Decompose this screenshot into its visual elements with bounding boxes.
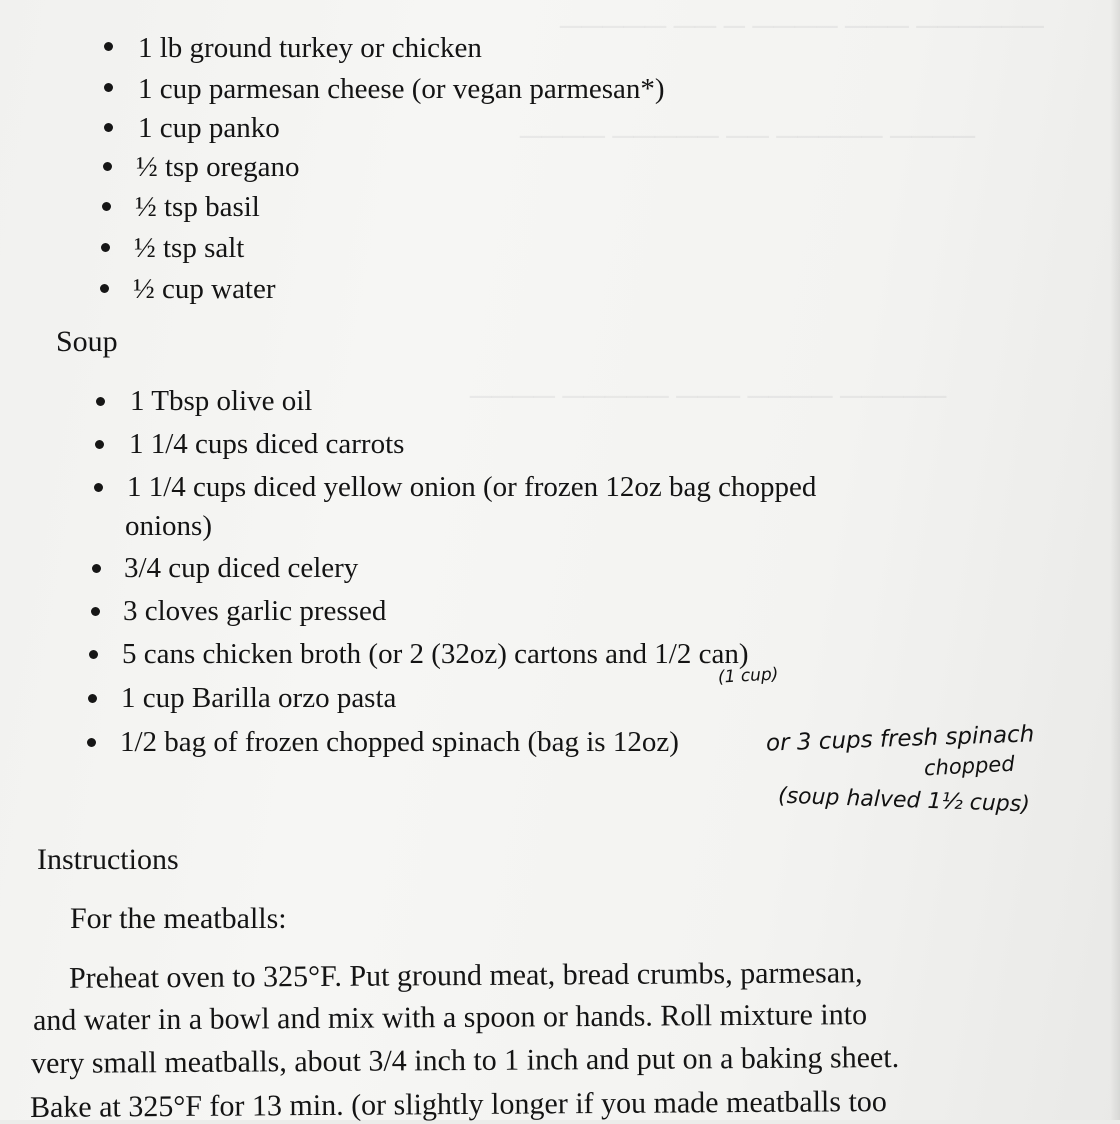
bullet-icon [89,650,98,659]
instruction-line: and water in a bowl and mix with a spoon or hands. Roll mixture into [32,998,868,1037]
ingredient-text: 5 cans chicken broth (or 2 (32oz) cartons and 1/2 can) [122,638,749,670]
instruction-line: very small meatballs, about 3/4 inch to 1 inch and put on a baking sheet. [30,1040,900,1081]
handwritten-spinach-note-chopped: chopped [923,751,1016,781]
handwritten-soup-halved-note: (soup halved 1½ cups) [777,783,1031,818]
ingredient-text: 1 1/4 cups diced yellow onion (or frozen 12oz bag chopped [127,471,817,503]
bullet-icon [88,694,97,703]
bullet-icon [101,243,110,252]
bullet-icon [91,607,100,616]
instruction-line: Preheat oven to 325°F. Put ground meat, bread crumbs, parmesan, [68,956,863,995]
ingredient-text: ½ tsp basil [135,191,260,223]
bullet-icon [95,440,104,449]
ingredient-text-continued: onions) [125,510,212,542]
bleed-through-text: ───── ──── ─── ───── ──── [470,380,947,413]
ingredient-text: 1 cup parmesan cheese (or vegan parmesan*) [138,73,665,105]
bullet-icon [94,483,103,492]
ingredient-text: 3/4 cup diced celery [124,552,359,584]
ingredient-text: 1 cup Barilla orzo pasta [121,682,397,714]
bullet-icon [100,284,109,293]
bullet-icon [87,738,96,747]
ingredient-text: 3 cloves garlic pressed [123,595,387,627]
ingredient-text: 1 Tbsp olive oil [130,385,313,417]
ingredient-text: ½ tsp salt [134,232,245,264]
ingredient-text: 1 cup panko [138,112,280,144]
instructions-heading: Instructions [37,843,179,876]
ingredient-text: 1 1/4 cups diced carrots [129,428,405,460]
instruction-line: Bake at 325°F for 13 min. (or slightly longer if you made meatballs too [29,1085,887,1124]
bullet-icon [92,564,101,573]
handwritten-spinach-note: or 3 cups fresh spinach [765,721,1035,757]
bullet-icon [96,397,105,406]
meatballs-subheading: For the meatballs: [70,902,287,935]
handwritten-broth-note: (1 cup) [717,664,779,688]
ingredient-text: 1/2 bag of frozen chopped spinach (bag is 12oz) [120,726,679,758]
ingredient-text: 1 lb ground turkey or chicken [138,32,482,64]
paper-edge-shadow [1110,0,1120,1120]
bullet-icon [104,83,113,92]
bullet-icon [104,123,113,132]
bullet-icon [103,162,112,171]
ingredient-text: ½ tsp oregano [136,151,300,183]
bullet-icon [104,42,113,51]
soup-heading: Soup [56,325,118,358]
bleed-through-text: ────── ─── ──── ─ ── ───── [560,10,1044,43]
bleed-through-text: ──── ───── ── ───── ──── [520,120,976,153]
ingredient-text: ½ cup water [133,273,276,305]
bullet-icon [102,202,111,211]
